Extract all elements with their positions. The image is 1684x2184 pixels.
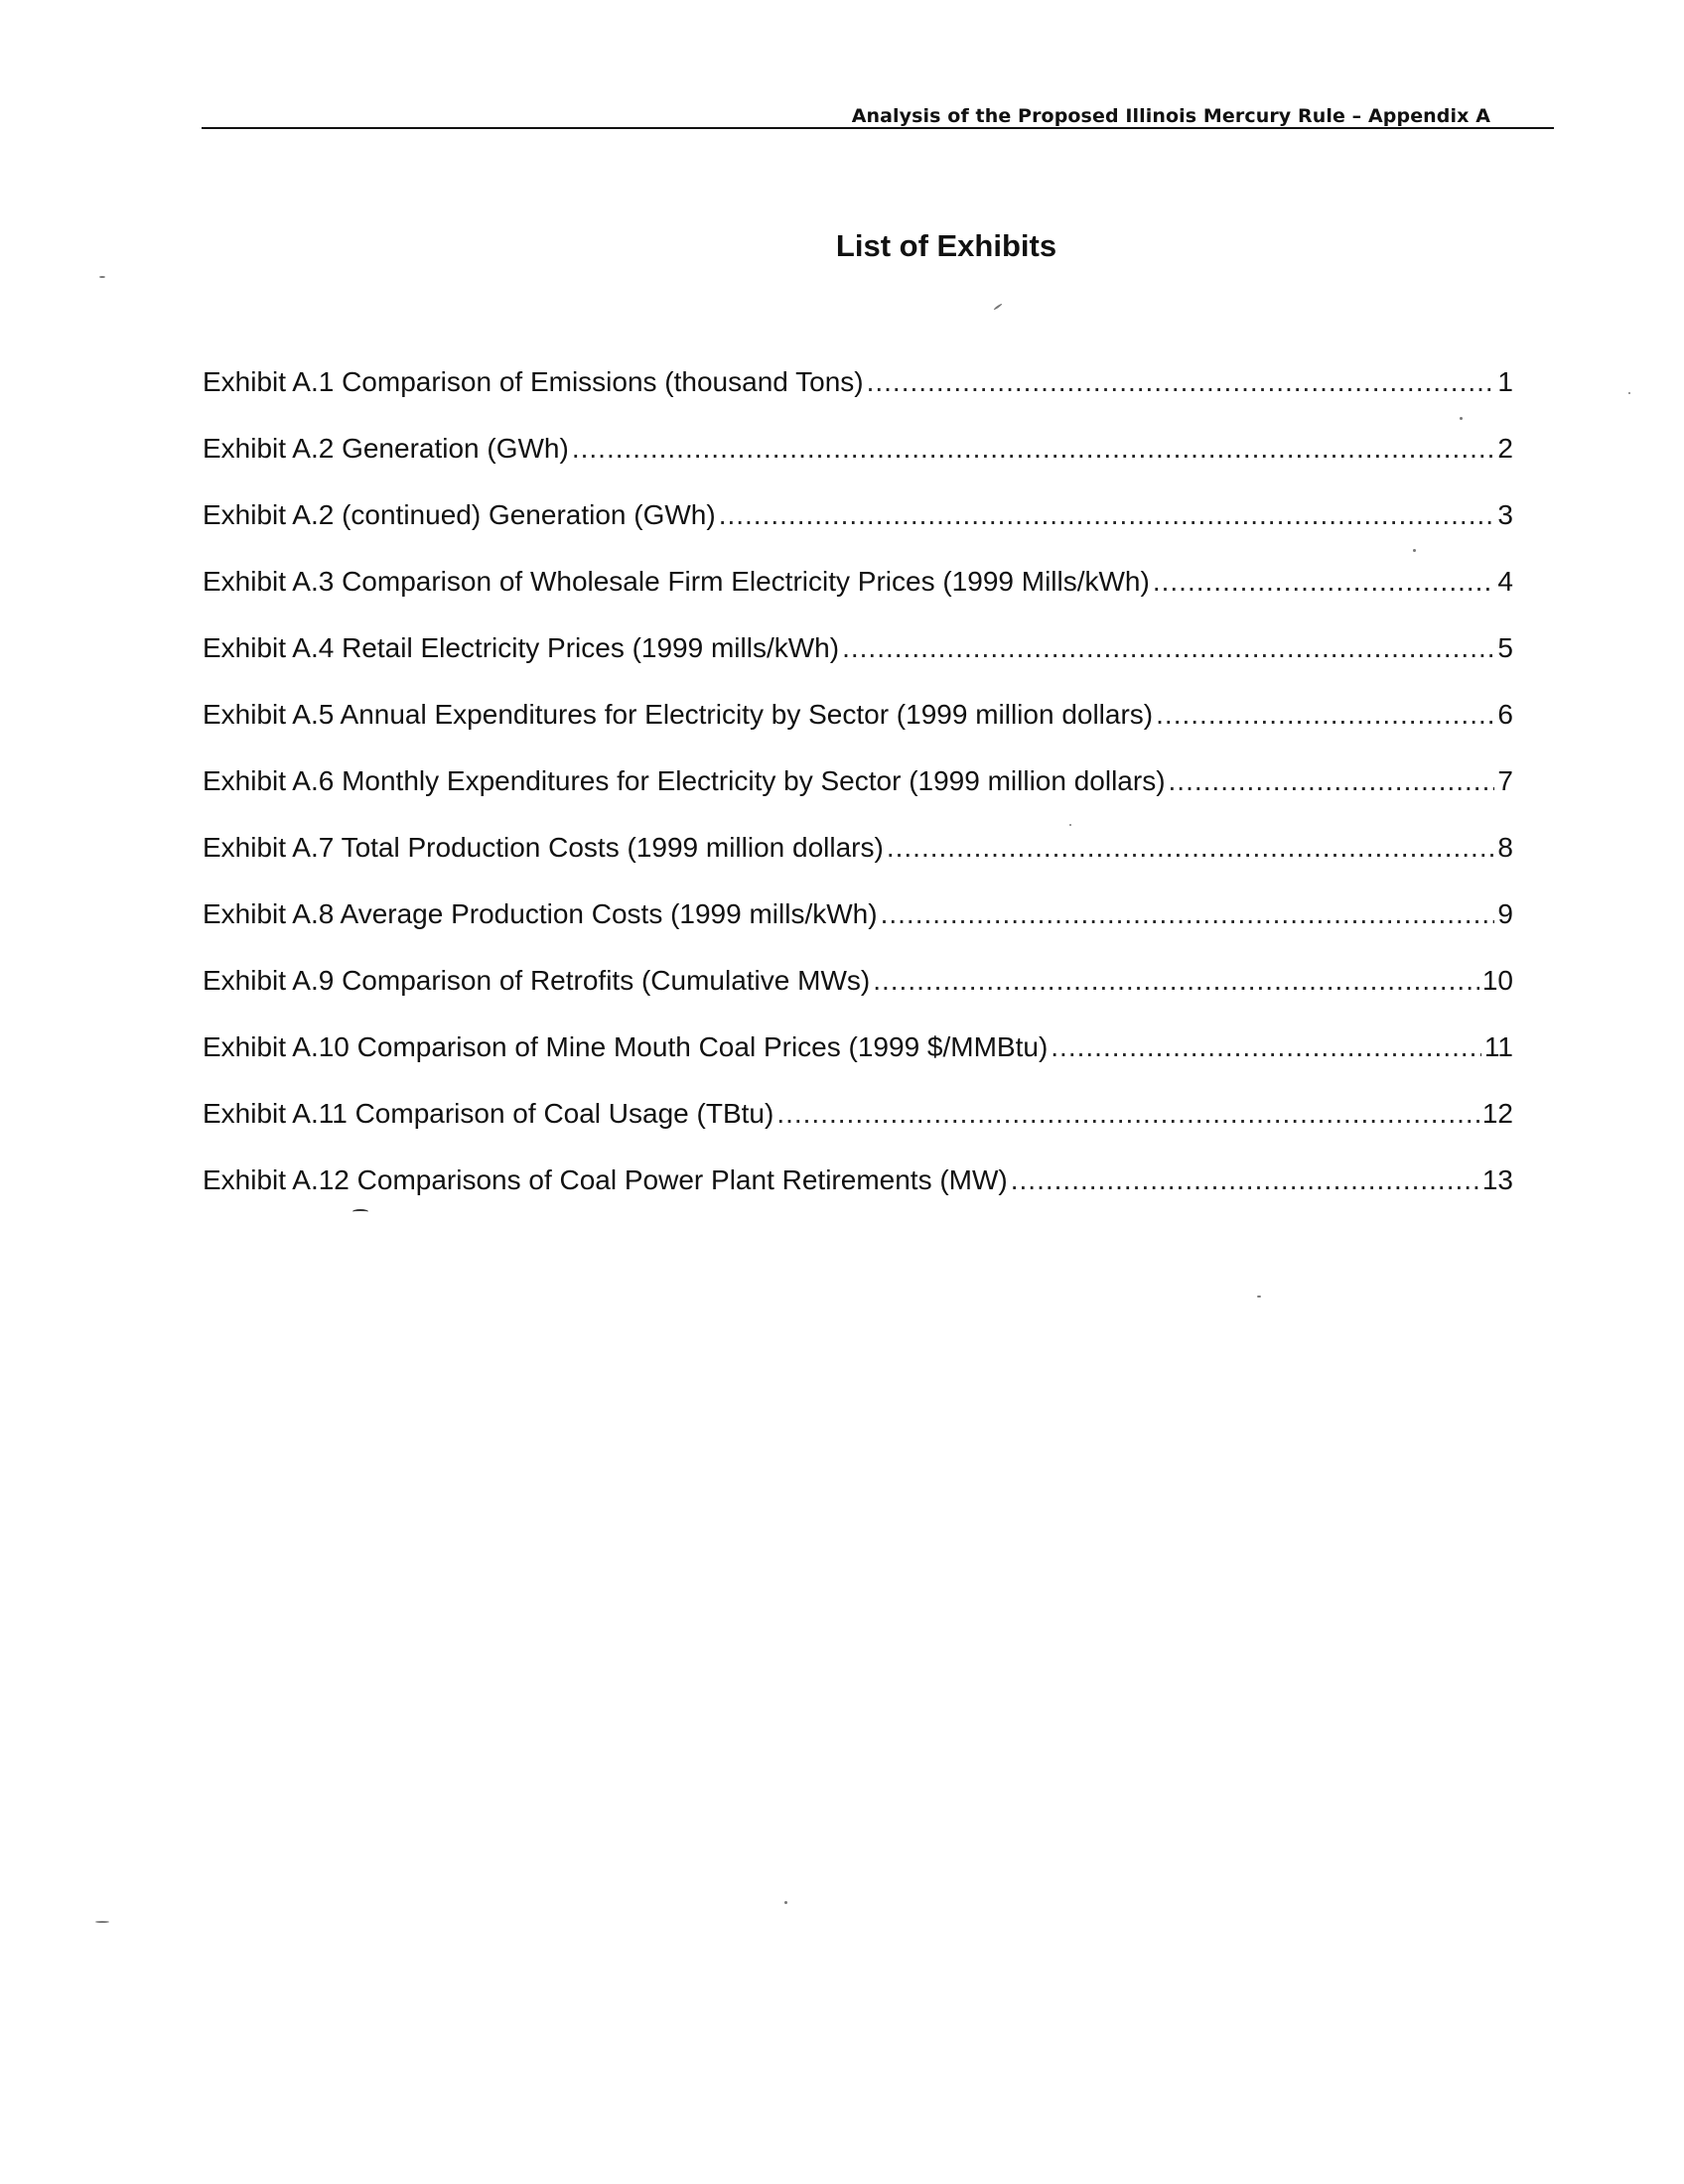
dot-leader bbox=[1156, 695, 1494, 735]
dot-leader bbox=[776, 1094, 1479, 1134]
exhibit-label: Exhibit A.6 Monthly Expenditures for Electricity by Sector (1999 million dollars) bbox=[203, 765, 1166, 796]
exhibit-page-number: 5 bbox=[1497, 632, 1513, 663]
dot-leader bbox=[1169, 761, 1495, 801]
exhibit-entry[interactable] bbox=[203, 562, 1513, 602]
exhibit-entry[interactable] bbox=[203, 362, 1513, 402]
exhibit-entry[interactable] bbox=[203, 894, 1513, 934]
dot-leader bbox=[1153, 562, 1495, 602]
scan-speck bbox=[95, 1921, 109, 1923]
exhibit-label: Exhibit A.9 Comparison of Retrofits (Cumulative MWs) bbox=[203, 965, 871, 996]
scan-speck bbox=[784, 1901, 787, 1904]
exhibit-label: Exhibit A.4 Retail Electricity Prices (1999 mills/kWh) bbox=[203, 632, 840, 663]
exhibit-label: Exhibit A.5 Annual Expenditures for Electricity by Sector (1999 million dollars) bbox=[203, 699, 1154, 730]
exhibit-page-number: 3 bbox=[1497, 499, 1513, 530]
running-title: Analysis of the Proposed Illinois Mercury Rule – Appendix A bbox=[851, 105, 1490, 127]
exhibit-entry[interactable] bbox=[203, 429, 1513, 469]
scan-mark bbox=[352, 1209, 368, 1214]
exhibit-page-number: 4 bbox=[1497, 566, 1513, 597]
exhibit-entry[interactable] bbox=[203, 495, 1513, 535]
exhibit-page-number: 7 bbox=[1497, 765, 1513, 796]
scan-speck bbox=[1257, 1296, 1261, 1297]
dot-leader bbox=[881, 894, 1495, 934]
exhibit-page-number: 8 bbox=[1497, 832, 1513, 863]
scan-speck bbox=[99, 276, 105, 278]
exhibit-entry[interactable] bbox=[203, 628, 1513, 668]
exhibit-page-number: 2 bbox=[1497, 433, 1513, 464]
exhibit-entry[interactable] bbox=[203, 1160, 1513, 1200]
exhibit-page-number: 6 bbox=[1497, 699, 1513, 730]
exhibit-label: Exhibit A.11 Comparison of Coal Usage (TBtu) bbox=[203, 1098, 774, 1129]
scan-speck bbox=[993, 303, 1002, 310]
dot-leader bbox=[719, 495, 1495, 535]
exhibit-entry[interactable] bbox=[203, 695, 1513, 735]
dot-leader bbox=[1011, 1160, 1479, 1200]
exhibit-label: Exhibit A.12 Comparisons of Coal Power Plant Retirements (MW) bbox=[203, 1164, 1008, 1195]
exhibit-label: Exhibit A.1 Comparison of Emissions (thousand Tons) bbox=[203, 366, 864, 397]
dot-leader bbox=[842, 628, 1494, 668]
exhibit-page-number: 1 bbox=[1497, 366, 1513, 397]
exhibit-entry[interactable] bbox=[203, 1027, 1513, 1067]
scan-speck bbox=[1628, 392, 1630, 394]
dot-leader bbox=[1051, 1027, 1481, 1067]
exhibit-page-number: 13 bbox=[1481, 1164, 1513, 1195]
exhibit-page-number: 9 bbox=[1497, 898, 1513, 929]
exhibit-label: Exhibit A.10 Comparison of Mine Mouth Coal Prices (1999 $/MMBtu) bbox=[203, 1031, 1049, 1062]
exhibit-label: Exhibit A.7 Total Production Costs (1999 million dollars) bbox=[203, 832, 884, 863]
exhibit-page-number: 12 bbox=[1481, 1098, 1513, 1129]
exhibit-entry[interactable] bbox=[203, 961, 1513, 1001]
scan-speck bbox=[1069, 824, 1071, 826]
exhibit-entry[interactable] bbox=[203, 1094, 1513, 1134]
dot-leader bbox=[873, 961, 1479, 1001]
page-title: List of Exhibits bbox=[835, 228, 1057, 263]
exhibit-entry[interactable] bbox=[203, 761, 1513, 801]
exhibit-page-number: 10 bbox=[1481, 965, 1513, 996]
scan-speck bbox=[1460, 417, 1463, 420]
dot-leader bbox=[867, 362, 1495, 402]
page-header bbox=[202, 95, 1554, 129]
exhibit-label: Exhibit A.3 Comparison of Wholesale Firm Electricity Prices (1999 Mills/kWh) bbox=[203, 566, 1150, 597]
exhibit-label: Exhibit A.8 Average Production Costs (1999 mills/kWh) bbox=[203, 898, 878, 929]
scan-speck bbox=[1413, 549, 1416, 552]
exhibit-label: Exhibit A.2 (continued) Generation (GWh) bbox=[203, 499, 716, 530]
dot-leader bbox=[572, 429, 1495, 469]
dot-leader bbox=[887, 828, 1495, 868]
exhibit-entry[interactable] bbox=[203, 828, 1513, 868]
exhibit-page-number: 11 bbox=[1483, 1031, 1513, 1062]
exhibit-label: Exhibit A.2 Generation (GWh) bbox=[203, 433, 569, 464]
